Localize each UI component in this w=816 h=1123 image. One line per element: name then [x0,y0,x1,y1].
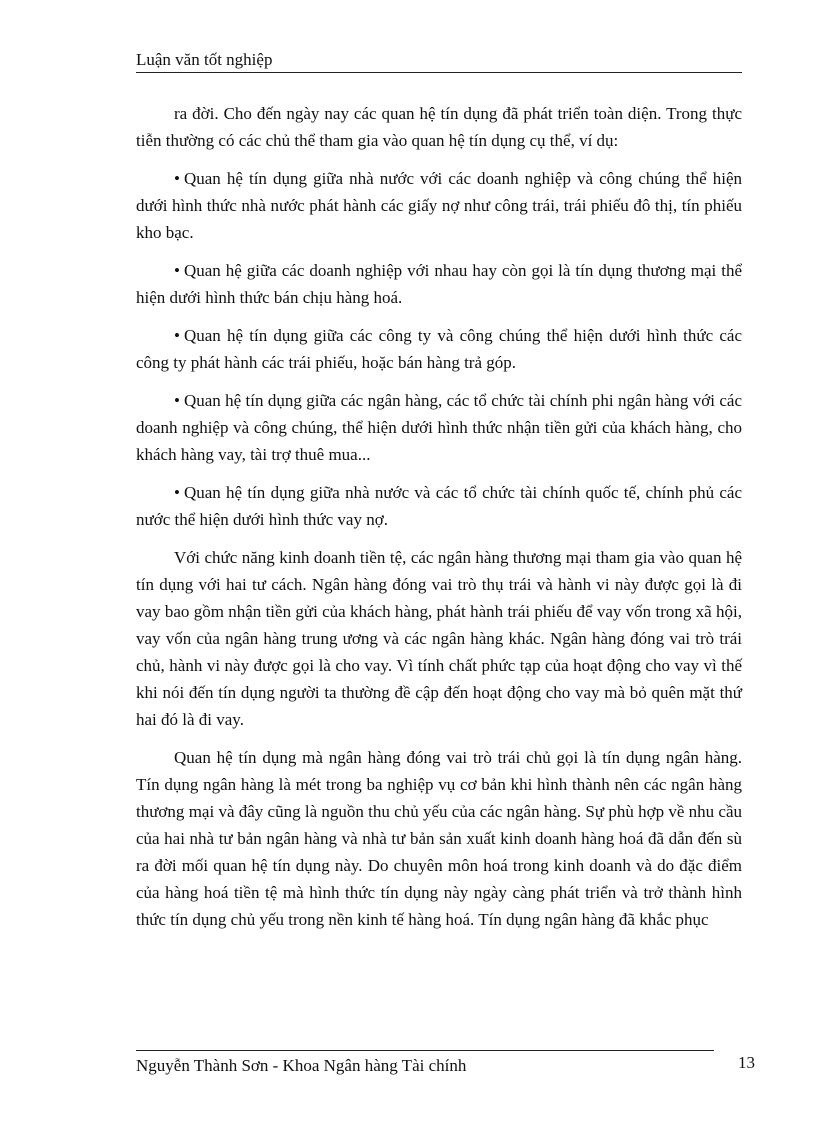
bullet-item-5 [136,479,742,533]
paragraph-intro: ra đời. Cho đến ngày nay các quan hệ tín dụng đã phát triển toàn diện. Trong thực tiễn thường có các chủ thể tham gia vào quan hệ tín dụng cụ thể, ví dụ: [136,104,742,150]
paragraph-credit-roles: Với chức năng kinh doanh tiền tệ, các ngân hàng thương mại tham gia vào quan hệ tín dụng với hai tư cách. Ngân hàng đóng vai trò thụ trái và hành vi này được gọi là đi vay bao gồm nhận tiền gửi của khách hàng, phát hành trái phiếu để vay vốn trong xã hội, vay vốn của ngân hàng trung ương và các ngân hàng khác. Ngân hàng đóng vai trò trái chủ, hành vi này được gọi là cho vay. Vì tính chất phức tạp của hoạt động cho vay vì thế khi nói đến tín dụng người ta thường đề cập đến hoạt động cho vay mà bỏ quên mặt thứ hai đó là đi vay. [136,548,742,729]
bullet-item-1 [136,165,742,246]
bullet-icon: • [174,391,180,410]
footer-author: Nguyễn Thành Sơn - Khoa Ngân hàng Tài chính [136,1056,467,1075]
bullet-icon: • [174,483,180,502]
bullet-item-4 [136,387,742,468]
footer-divider [136,1050,714,1051]
bullet-icon: • [174,261,180,280]
bullet-text-3: Quan hệ tín dụng giữa các công ty và công chúng thể hiện dưới hình thức các công ty phát hành các trái phiếu, hoặc bán hàng trả góp. [136,326,742,372]
bullet-item-2 [136,257,742,311]
bullet-icon: • [174,169,180,188]
bullet-text-2: Quan hệ giữa các doanh nghiệp với nhau hay còn gọi là tín dụng thương mại thể hiện dưới hình thức bán chịu hàng hoá. [136,261,742,307]
bullet-text-1: Quan hệ tín dụng giữa nhà nước với các doanh nghiệp và công chúng thể hiện dưới hình thức nhà nước phát hành các giấy nợ như công trái, trái phiếu đô thị, tín phiếu kho bạc. [136,169,742,242]
page-header [136,48,742,73]
document-body [136,100,742,944]
header-title: Luận văn tốt nghiệp [136,50,273,69]
bullet-text-4: Quan hệ tín dụng giữa các ngân hàng, các tổ chức tài chính phi ngân hàng với các doanh nghiệp và công chúng, thể hiện dưới hình thức nhận tiền gửi của khách hàng, cho khách hàng vay, tài trợ thuê mua... [136,391,742,464]
page-number: 13 [738,1053,755,1072]
bullet-item-3 [136,322,742,376]
bullet-icon: • [174,326,180,345]
paragraph-bank-credit: Quan hệ tín dụng mà ngân hàng đóng vai trò trái chủ gọi là tín dụng ngân hàng. Tín dụng ngân hàng là mét trong ba nghiệp vụ cơ bản khi hình thành nên các ngân hàng thương mại và đây cũng là nguồn thu chủ yếu của các ngân hàng. Sự phù hợp về nhu cầu của hai nhà tư bản ngân hàng và nhà tư bản sản xuất kinh doanh hàng hoá đã dẫn đến sù ra đời mối quan hệ tín dụng này. Do chuyên môn hoá trong kinh doanh và do đặc điểm của hàng hoá tiền tệ mà hình thức tín dụng này ngày càng phát triển và trở thành hình thức tín dụng chủ yếu trong nền kinh tế hàng hoá. Tín dụng ngân hàng đã khắc phục [136,748,742,929]
bullet-text-5: Quan hệ tín dụng giữa nhà nước và các tổ chức tài chính quốc tế, chính phủ các nước thể hiện dưới hình thức vay nợ. [136,483,742,529]
